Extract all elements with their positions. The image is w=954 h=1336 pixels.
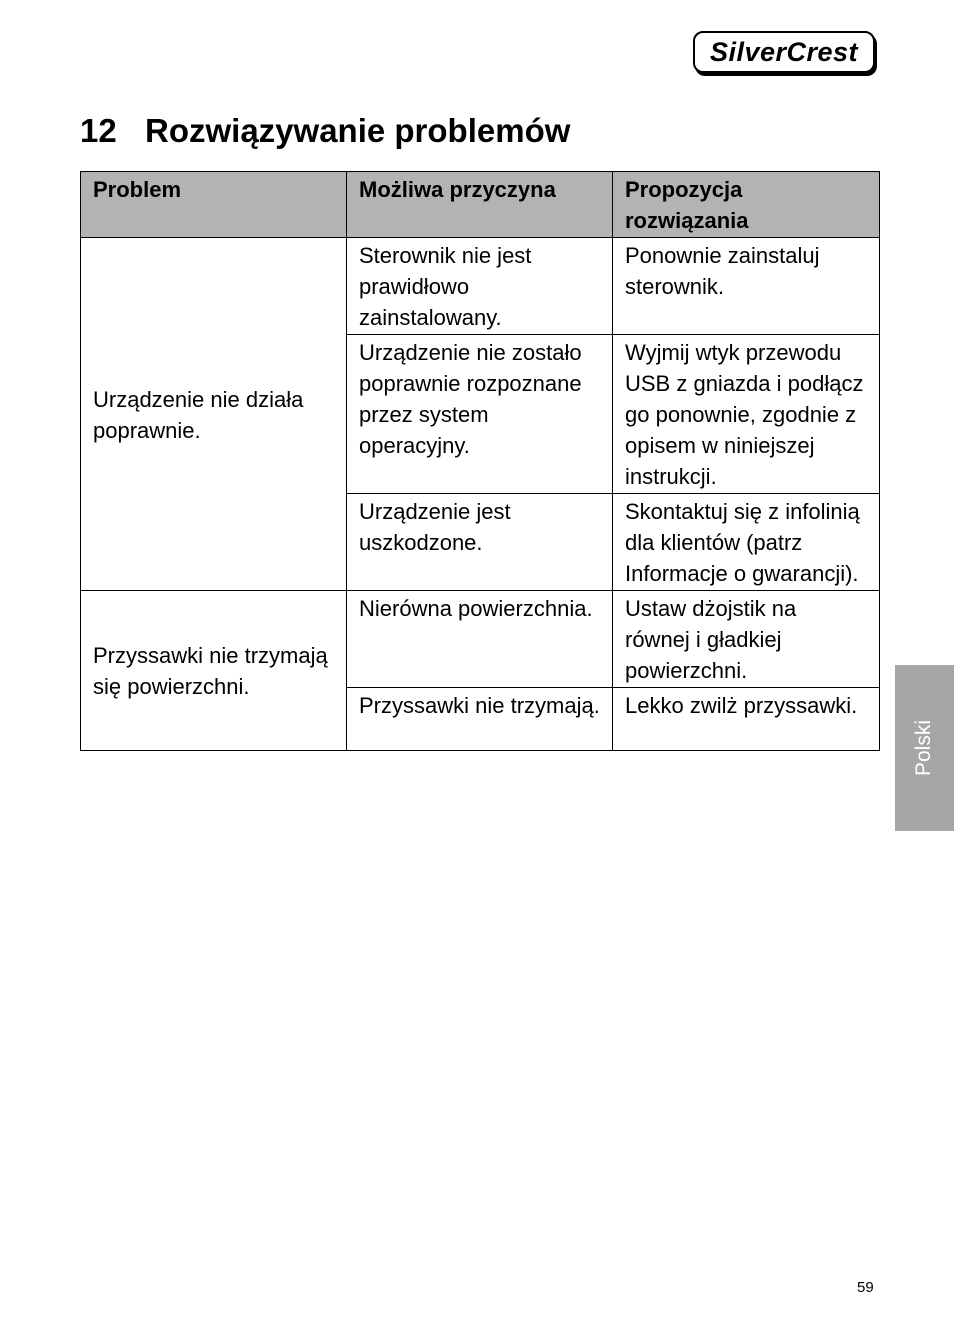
table-row — [81, 591, 880, 688]
cause-cell: Urządzenie nie zostało poprawnie rozpoznane przez system operacyjny. — [347, 335, 613, 494]
troubleshooting-table — [80, 171, 880, 751]
table-header-row — [81, 172, 880, 238]
language-side-tab — [895, 665, 954, 831]
cause-cell: Sterownik nie jest prawidłowo zainstalowany. — [347, 238, 613, 335]
solution-cell: Ustaw dżojstik na równej i gładkiej powierzchni. — [613, 591, 880, 688]
cause-cell: Urządzenie jest uszkodzone. — [347, 494, 613, 591]
solution-cell: Skontaktuj się z infolinią dla klientów (patrz Informacje o gwarancji). — [613, 494, 880, 591]
header-solution: Propozycja rozwiązania — [613, 172, 880, 238]
silvercrest-logo: SilverCrest — [693, 31, 875, 73]
header-problem: Problem — [81, 172, 347, 238]
solution-cell: Wyjmij wtyk przewodu USB z gniazda i podłącz go ponownie, zgodnie z opisem w niniejszej instrukcji. — [613, 335, 880, 494]
page-number: 59 — [857, 1279, 874, 1296]
language-label: Polski — [912, 719, 936, 777]
section-title: Rozwiązywanie problemów — [145, 112, 571, 149]
cause-cell: Przyssawki nie trzymają. — [347, 688, 613, 751]
section-number: 12 — [80, 112, 117, 149]
problem-cell: Urządzenie nie działa poprawnie. — [81, 238, 347, 591]
solution-cell: Lekko zwilż przyssawki. — [613, 688, 880, 751]
solution-cell: Ponownie zainstaluj sterownik. — [613, 238, 880, 335]
table-row — [81, 238, 880, 335]
problem-cell: Przyssawki nie trzymają się powierzchni. — [81, 591, 347, 751]
cause-cell: Nierówna powierzchnia. — [347, 591, 613, 688]
section-heading — [80, 112, 570, 150]
header-cause: Możliwa przyczyna — [347, 172, 613, 238]
